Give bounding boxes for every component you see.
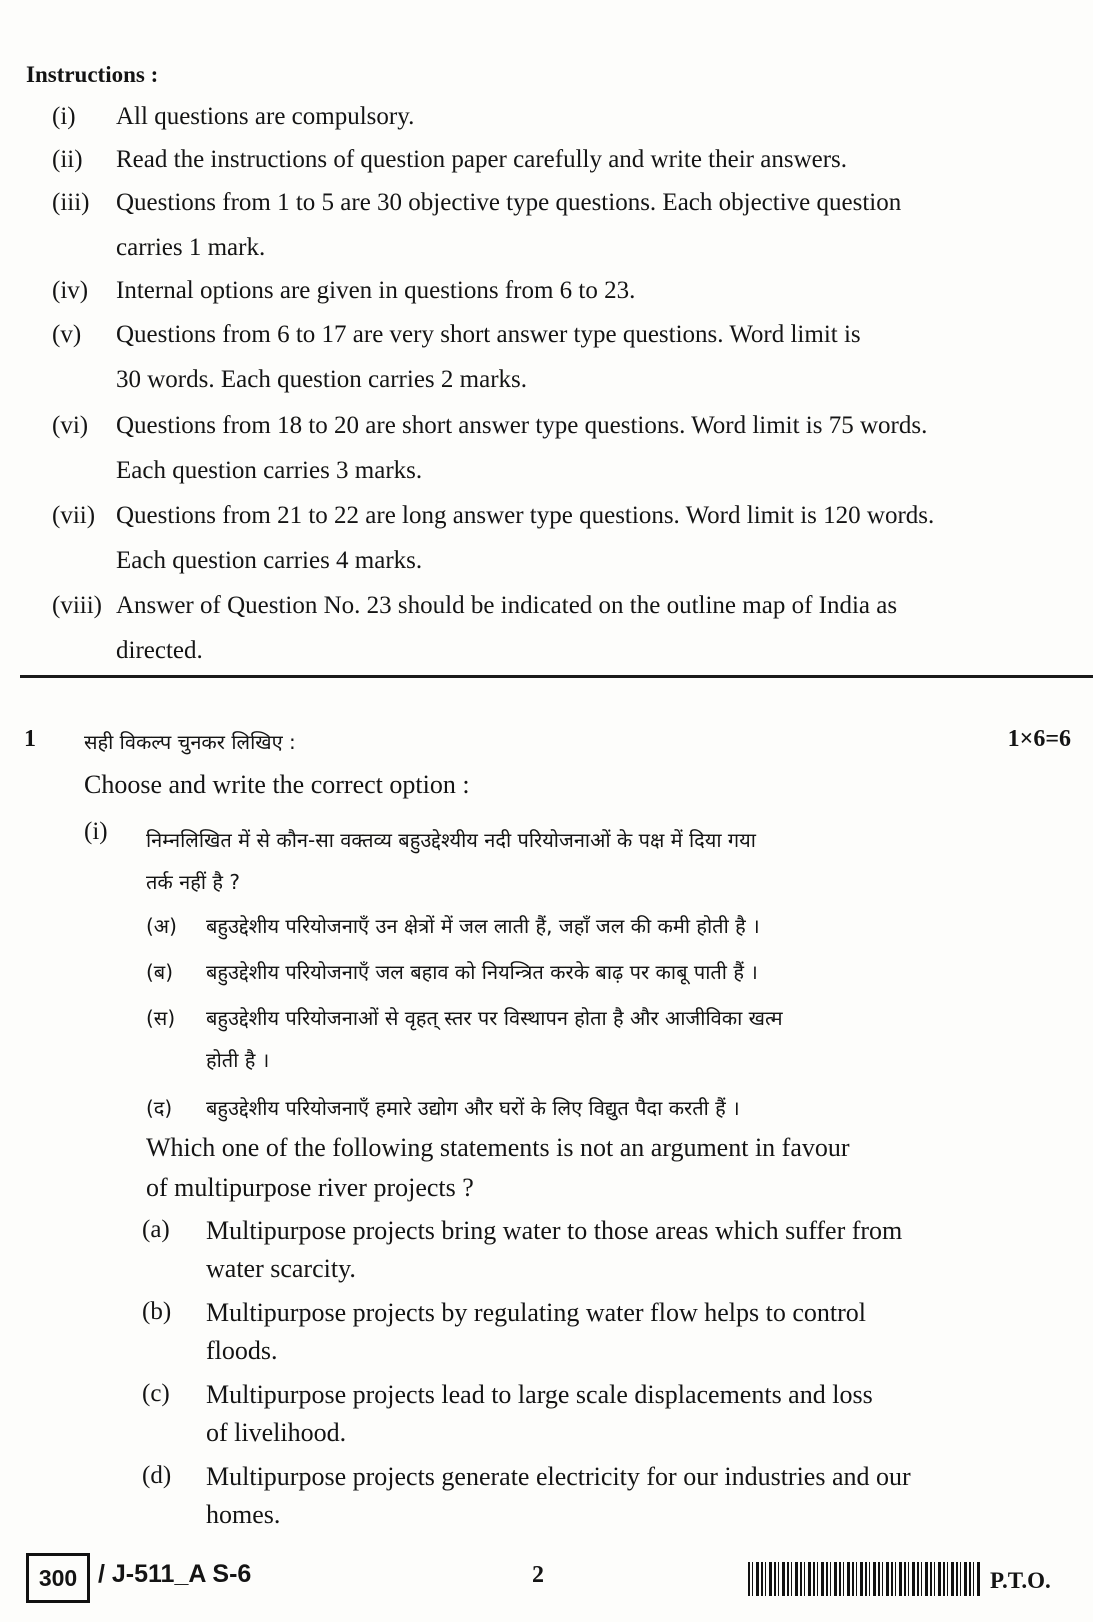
instruction-text-cont: Each question carries 4 marks. bbox=[116, 547, 423, 574]
subquestion-hindi-line2: तर्क नहीं है ? bbox=[146, 870, 240, 894]
instruction-number: (ii) bbox=[52, 146, 83, 173]
question-number: 1 bbox=[24, 726, 36, 752]
instruction-text: All questions are compulsory. bbox=[116, 103, 415, 130]
section-divider bbox=[20, 675, 1093, 678]
option-text-english: Multipurpose projects bring water to those areas which suffer from bbox=[206, 1216, 903, 1245]
option-label-english: (c) bbox=[142, 1380, 170, 1407]
question-instruction-english: Choose and write the correct option : bbox=[84, 770, 470, 799]
option-text-english-cont: floods. bbox=[206, 1336, 278, 1365]
option-text-english: Multipurpose projects generate electricity for our industries and our bbox=[206, 1462, 911, 1491]
instruction-number: (vii) bbox=[52, 502, 96, 529]
option-text-hindi: बहुउद्देशीय परियोजनाओं से वृहत् स्तर पर विस्थापन होता है और आजीविका खत्म bbox=[206, 1006, 783, 1030]
instruction-text: Questions from 18 to 20 are short answer type questions. Word limit is 75 words. bbox=[116, 412, 928, 439]
option-label-hindi: (अ) bbox=[146, 914, 177, 938]
question-marks: 1×6=6 bbox=[1007, 726, 1071, 752]
option-text-english-cont: water scarcity. bbox=[206, 1254, 356, 1283]
option-text-hindi-cont: होती है । bbox=[206, 1048, 270, 1072]
option-label-hindi: (द) bbox=[146, 1096, 173, 1120]
option-text-hindi: बहुउद्देशीय परियोजनाएँ उन क्षेत्रों में जल लाती हैं, जहाँ जल की कमी होती है । bbox=[206, 914, 760, 938]
option-label-english: (b) bbox=[142, 1298, 172, 1325]
instruction-text-cont: carries 1 mark. bbox=[116, 234, 266, 261]
paper-count-box: 300 bbox=[26, 1553, 90, 1603]
barcode-image bbox=[748, 1562, 980, 1596]
option-text-english-cont: of livelihood. bbox=[206, 1418, 347, 1447]
question-instruction-hindi: सही विकल्प चुनकर लिखिए : bbox=[84, 730, 296, 754]
instruction-text: Questions from 6 to 17 are very short answer type questions. Word limit is bbox=[116, 321, 861, 348]
instruction-text-cont: Each question carries 3 marks. bbox=[116, 457, 423, 484]
instruction-text: Questions from 1 to 5 are 30 objective type questions. Each objective question bbox=[116, 189, 902, 216]
option-label-english: (a) bbox=[142, 1216, 170, 1243]
option-text-english: Multipurpose projects lead to large scale displacements and loss bbox=[206, 1380, 873, 1409]
paper-code: / J-511_A S-6 bbox=[98, 1560, 252, 1588]
subquestion-number: (i) bbox=[84, 818, 108, 845]
instruction-number: (iv) bbox=[52, 277, 89, 304]
instruction-number: (v) bbox=[52, 321, 82, 348]
instruction-number: (iii) bbox=[52, 189, 90, 216]
subquestion-hindi-line1: निम्नलिखित में से कौन-सा वक्तव्य बहुउद्देश्यीय नदी परियोजनाओं के पक्ष में दिया गया bbox=[146, 828, 756, 852]
instruction-text: Internal options are given in questions from 6 to 23. bbox=[116, 277, 636, 304]
option-text-hindi: बहुउद्देशीय परियोजनाएँ जल बहाव को नियन्त्रित करके बाढ़ पर काबू पाती हैं । bbox=[206, 960, 758, 984]
instruction-text-cont: directed. bbox=[116, 637, 203, 664]
option-text-english: Multipurpose projects by regulating water flow helps to control bbox=[206, 1298, 866, 1327]
instruction-number: (vi) bbox=[52, 412, 89, 439]
page-number: 2 bbox=[532, 1562, 544, 1588]
instruction-number: (viii) bbox=[52, 592, 102, 619]
subquestion-english-line1: Which one of the following statements is not an argument in favour bbox=[146, 1133, 850, 1162]
instruction-text: Answer of Question No. 23 should be indicated on the outline map of India as bbox=[116, 592, 898, 619]
option-text-english-cont: homes. bbox=[206, 1500, 281, 1529]
instructions-title: Instructions : bbox=[26, 62, 159, 87]
instruction-text: Questions from 21 to 22 are long answer type questions. Word limit is 120 words. bbox=[116, 502, 935, 529]
instruction-number: (i) bbox=[52, 103, 76, 130]
instruction-text-cont: 30 words. Each question carries 2 marks. bbox=[116, 366, 527, 393]
option-label-english: (d) bbox=[142, 1462, 172, 1489]
option-label-hindi: (ब) bbox=[146, 960, 174, 984]
subquestion-english-line2: of multipurpose river projects ? bbox=[146, 1173, 474, 1202]
instruction-text: Read the instructions of question paper carefully and write their answers. bbox=[116, 146, 848, 173]
option-text-hindi: बहुउद्देशीय परियोजनाएँ हमारे उद्योग और घरों के लिए विद्युत पैदा करती हैं । bbox=[206, 1096, 740, 1120]
pto-label: P.T.O. bbox=[990, 1568, 1051, 1593]
option-label-hindi: (स) bbox=[146, 1006, 176, 1030]
